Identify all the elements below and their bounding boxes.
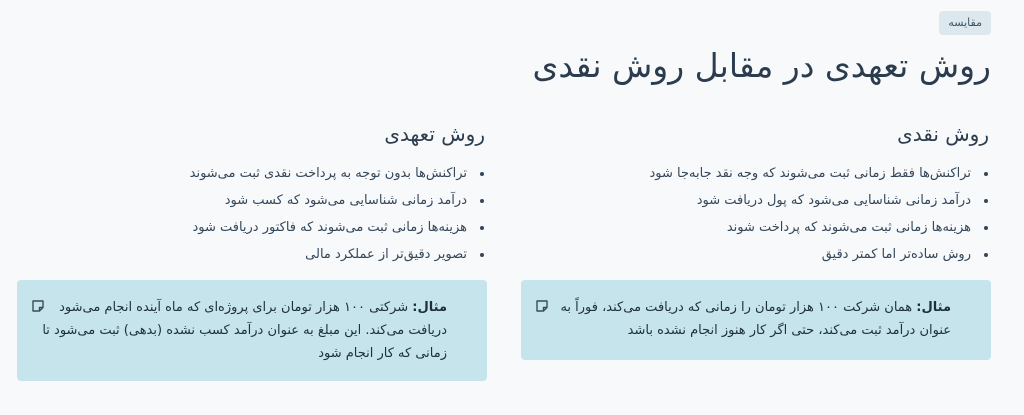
cash-example-box	[521, 280, 991, 360]
accrual-method-column	[17, 122, 487, 268]
page-title: روش تعهدی در مقابل روش نقدی	[532, 46, 991, 85]
cash-method-points	[521, 160, 991, 268]
section-badge: مقایسه	[939, 11, 991, 35]
cash-example-text: همان شرکت ۱۰۰ هزار تومان را زمانی که دریافت می‌کند، فوراً به عنوان درآمد ثبت می‌کند، حتی اگر کار هنوز انجام نشده باشد	[560, 300, 951, 338]
note-icon	[535, 299, 549, 313]
accrual-method-points	[17, 160, 487, 268]
cash-method-heading: روش نقدی	[897, 122, 989, 146]
list-item: تراکنش‌ها فقط زمانی ثبت می‌شوند که وجه نقد جابه‌جا شود	[521, 160, 971, 187]
list-item: درآمد زمانی شناسایی می‌شود که کسب شود	[17, 187, 467, 214]
cash-example-label: مثال:	[916, 300, 951, 315]
list-item: روش ساده‌تر اما کمتر دقیق	[521, 241, 971, 268]
list-item: تصویر دقیق‌تر از عملکرد مالی	[17, 241, 467, 268]
list-item: تراکنش‌ها بدون توجه به پرداخت نقدی ثبت می‌شوند	[17, 160, 467, 187]
list-item: هزینه‌ها زمانی ثبت می‌شوند که پرداخت شوند	[521, 214, 971, 241]
accrual-example-box	[17, 280, 487, 381]
cash-method-column	[521, 122, 991, 268]
accrual-method-heading: روش تعهدی	[384, 122, 485, 146]
list-item: درآمد زمانی شناسایی می‌شود که پول دریافت شود	[521, 187, 971, 214]
accrual-example-text: شرکتی ۱۰۰ هزار تومان برای پروژه‌ای که ماه آینده انجام می‌شود دریافت می‌کند. این مبلغ به عنوان درآمد کسب نشده (بدهی) ثبت می‌شود تا زمانی که کار انجام شود	[42, 300, 447, 361]
note-icon	[31, 299, 45, 313]
accrual-example-label: مثال:	[412, 300, 447, 315]
list-item: هزینه‌ها زمانی ثبت می‌شوند که فاکتور دریافت شود	[17, 214, 467, 241]
